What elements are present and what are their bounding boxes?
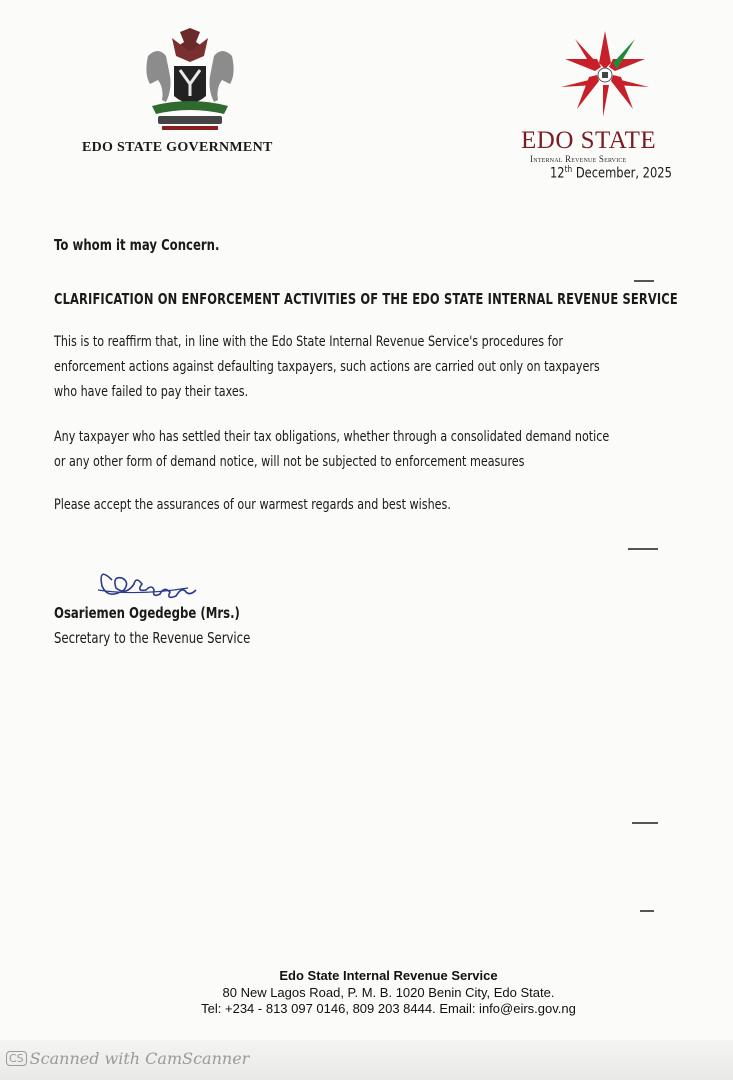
camscanner-text: Scanned with CamScanner [29,1049,250,1068]
signatory-name: Osariemen Ogedegbe (Mrs.) [54,604,240,622]
eirs-title: EDO STATE [521,127,657,154]
eirs-star-logo [556,28,654,118]
scan-speck [628,548,658,550]
paragraph-2-line-2: or any other form of demand notice, will not be subjected to enforcement measures [54,454,525,470]
letter-heading: CLARIFICATION ON ENFORCEMENT ACTIVITIES OF THE EDO STATE INTERNAL REVENUE SERVICE [54,290,678,308]
letter-date [550,165,672,182]
paragraph-1-line-2: enforcement actions against defaulting taxpayers, such actions are carried out only on taxpayers [54,359,600,375]
date-suffix: th [564,165,573,175]
signatory-role: Secretary to the Revenue Service [54,629,251,647]
government-label: EDO STATE GOVERNMENT [82,140,273,155]
coat-of-arms-emblem [128,26,252,134]
date-month-year: December, 2025 [572,165,672,182]
eirs-subtitle: Internal Revenue Service [530,154,627,164]
date-day: 12 [550,165,565,182]
paragraph-2-line-1: Any taxpayer who has settled their tax obligations, whether through a consolidated demand notice [54,429,610,445]
camscanner-watermark [6,1049,249,1068]
camscanner-icon: CS [6,1051,27,1066]
scan-speck [632,822,658,824]
footer-address: 80 New Lagos Road, P. M. B. 1020 Benin City, Edo State. [222,985,555,1000]
scan-speck [640,910,654,912]
scan-speck [634,280,654,282]
footer-contact: Tel: +234 - 813 097 0146, 809 203 8444. Email: info@eirs.gov.ng [201,1001,576,1016]
paragraph-1-line-3: who have failed to pay their taxes. [54,384,249,400]
footer-organization: Edo State Internal Revenue Service [279,968,498,983]
paragraph-3: Please accept the assurances of our warmest regards and best wishes. [54,497,451,513]
paragraph-1-line-1: This is to reaffirm that, in line with the Edo State Internal Revenue Service's procedures for [54,334,564,350]
handwritten-signature [90,556,230,606]
salutation: To whom it may Concern. [54,236,220,254]
